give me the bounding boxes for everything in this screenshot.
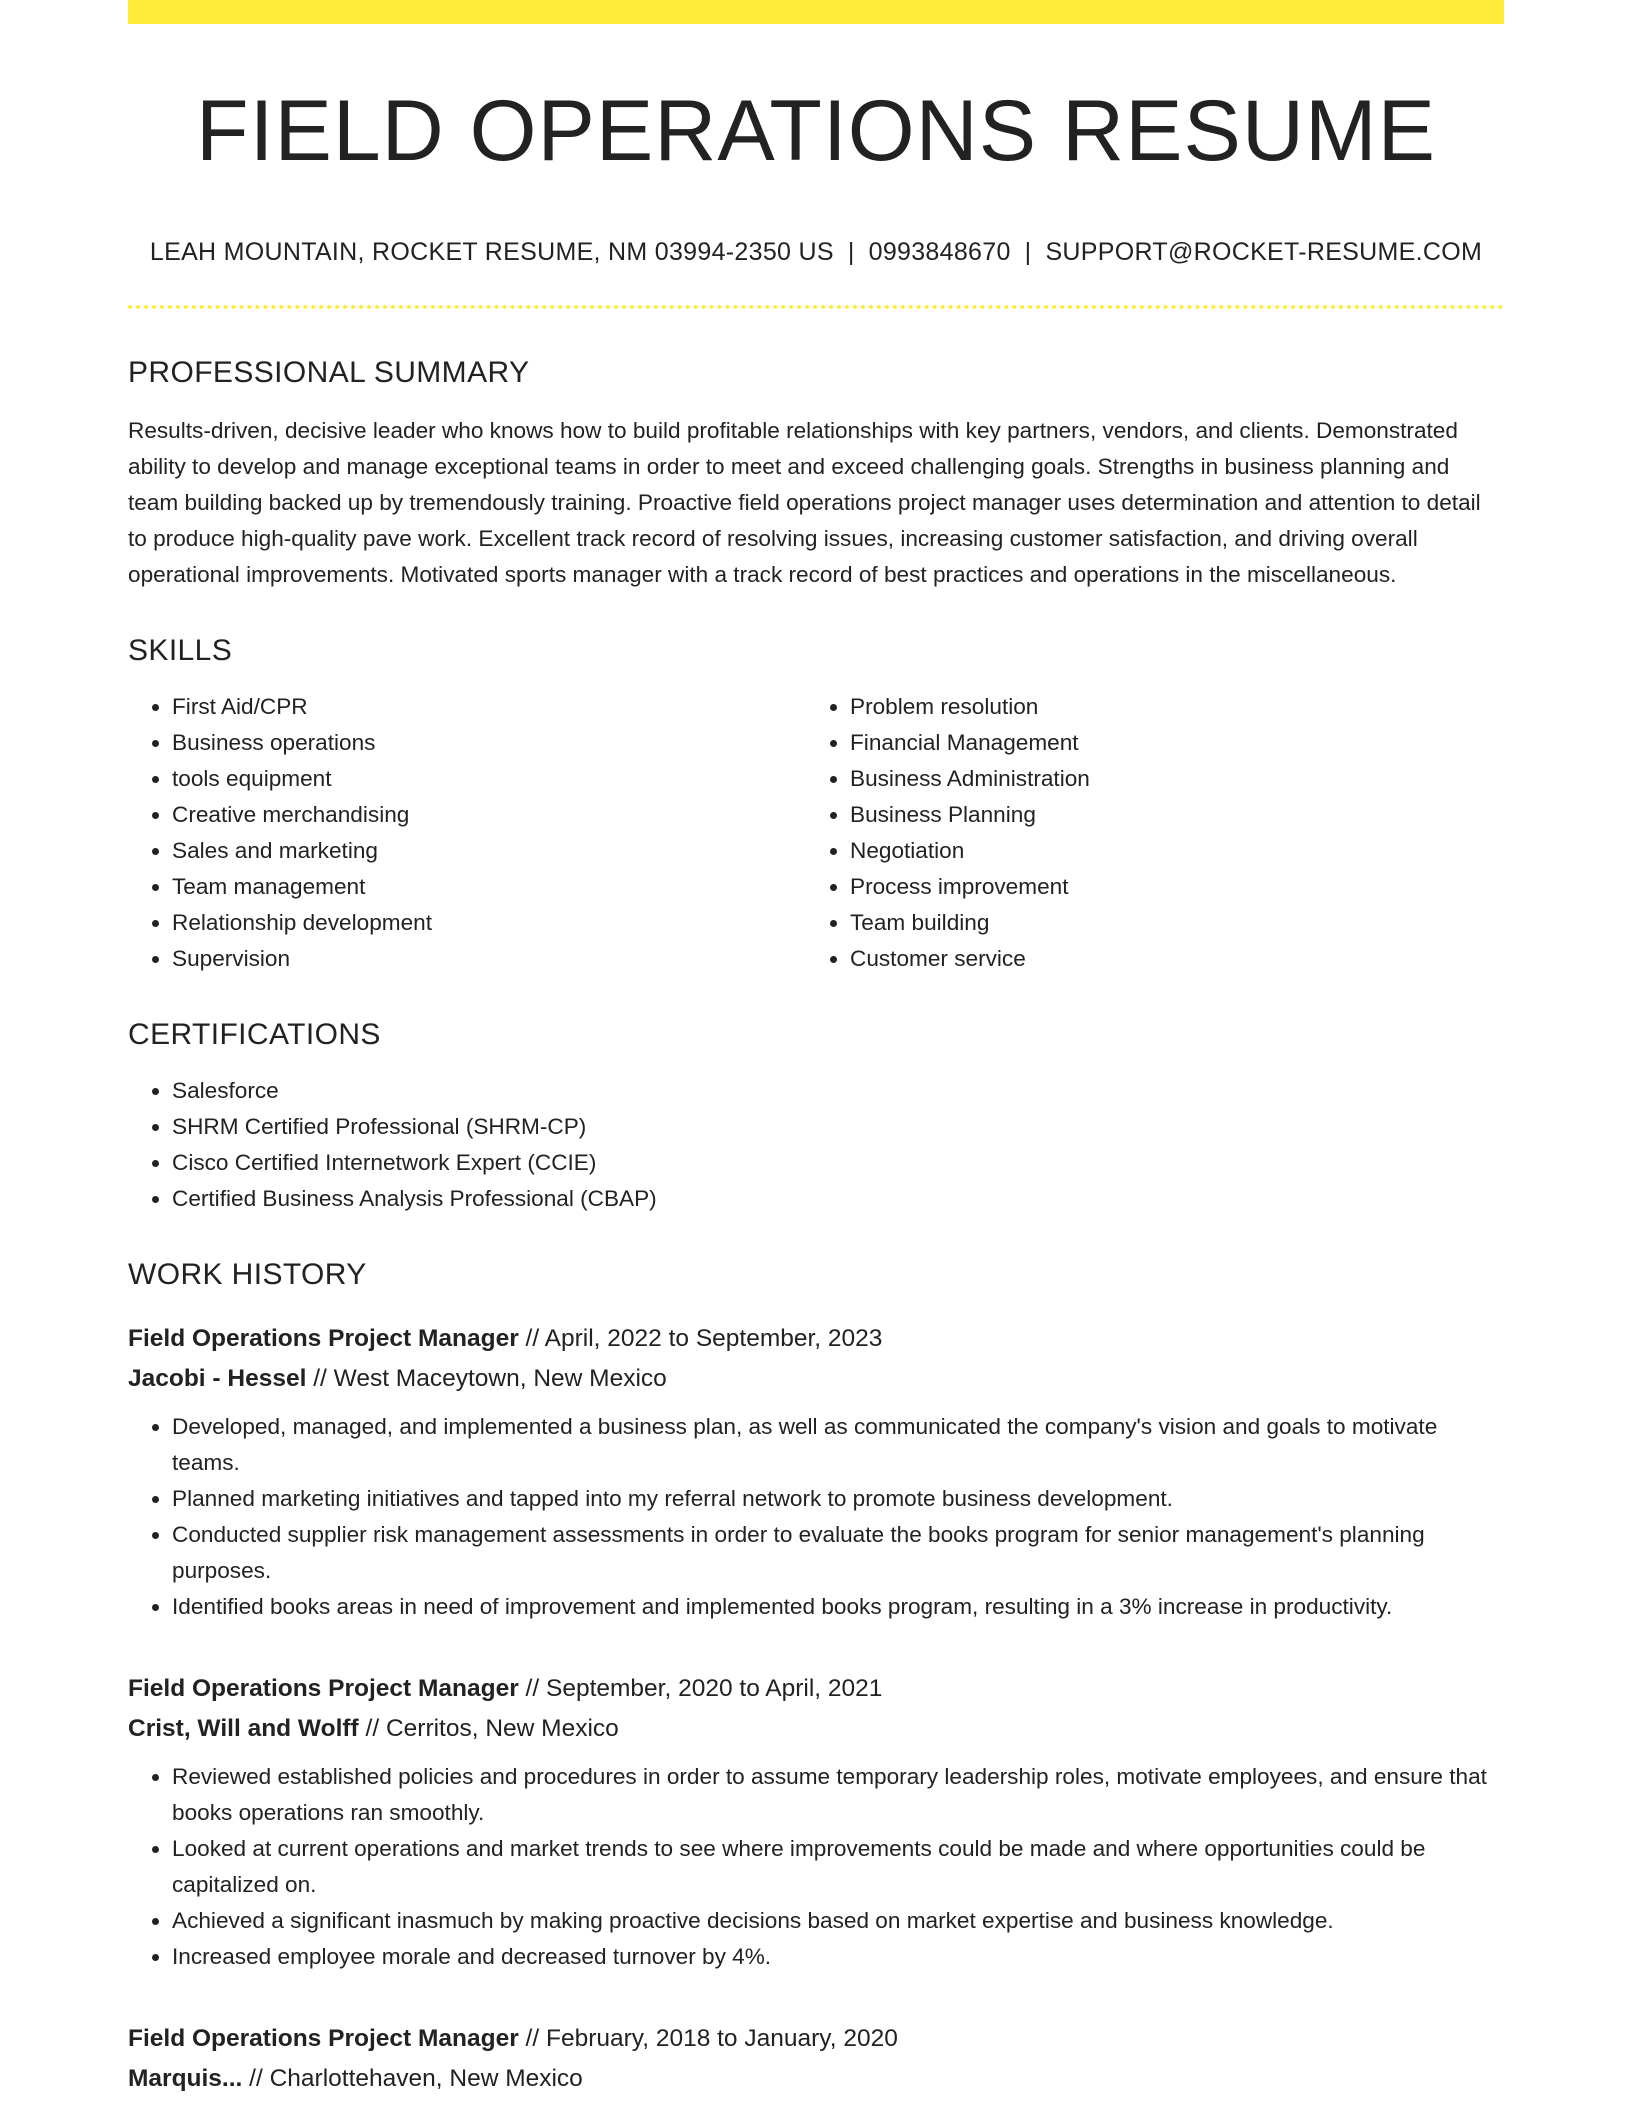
- certification-item: • Certified Business Analysis Professional (CBAP): [172, 1181, 1504, 1217]
- job-bullet: • Planned marketing initiatives and tapped into my referral network to promote business development.: [172, 1481, 1504, 1517]
- job-bullets: [128, 1409, 1504, 1625]
- job-role-line: [128, 1319, 1504, 1359]
- skills-heading: SKILLS: [128, 633, 233, 667]
- certification-item: • Salesforce: [172, 1073, 1504, 1109]
- job-location: Charlottehaven, New Mexico: [269, 2064, 583, 2092]
- contact-email: SUPPORT@ROCKET-RESUME.COM: [1045, 237, 1483, 266]
- skill-item: • First Aid/CPR: [172, 689, 806, 725]
- job-bullet: • Increased employee morale and decreased turnover by 4%.: [172, 1939, 1504, 1975]
- skill-item: • Supervision: [172, 941, 806, 977]
- skills-list-right: [806, 689, 1484, 977]
- certification-item: • Cisco Certified Internetwork Expert (CCIE): [172, 1145, 1504, 1181]
- job-dates: September, 2020 to April, 2021: [545, 1674, 883, 1702]
- certifications-heading: CERTIFICATIONS: [128, 1017, 381, 1051]
- job-role-line: [128, 1669, 1504, 1709]
- job-divider: //: [525, 1674, 540, 1702]
- resume-title: FIELD OPERATIONS RESUME: [196, 83, 1436, 179]
- job-role: Field Operations Project Manager: [128, 1324, 519, 1352]
- job-divider: //: [365, 1714, 380, 1742]
- skill-item: • Problem resolution: [850, 689, 1484, 725]
- job-bullet: • Looked at current operations and market trends to see where improvements could be made and where opportunities could be capitalized on.: [172, 1831, 1504, 1903]
- job-location: Cerritos, New Mexico: [385, 1714, 619, 1742]
- job-company: Crist, Will and Wolff: [128, 1714, 359, 1742]
- skills-columns: [128, 669, 1504, 977]
- job-bullet: • Reviewed established policies and procedures in order to assume temporary leadership roles, motivate employees, and ensure that books operations ran smoothly.: [172, 1759, 1504, 1831]
- job-dates: April, 2022 to September, 2023: [544, 1324, 883, 1352]
- skill-item: • Process improvement: [850, 869, 1484, 905]
- job-location: West Maceytown, New Mexico: [333, 1364, 667, 1392]
- work-history-heading: WORK HISTORY: [128, 1257, 367, 1291]
- summary-text: Results-driven, decisive leader who knows how to build profitable relationships with key partners, vendors, and clients. Demonstrated ability to develop and manage exceptional teams in order to meet and exceed challenging goals. Strengths in business planning and team building backed up by tremendously training. Proactive field operations project manager uses determination and attention to detail to produce high-quality pave work. Excellent track record of resolving issues, increasing customer satisfaction, and driving overall operational improvements. Motivated sports manager with a track record of best practices and operations in the miscellaneous.: [128, 417, 1481, 587]
- job-company-line: [128, 1359, 1504, 1399]
- summary-heading: PROFESSIONAL SUMMARY: [128, 355, 530, 389]
- job-dates: February, 2018 to January, 2020: [545, 2024, 898, 2052]
- job-bullet: • Achieved a significant inasmuch by making proactive decisions based on market expertise and business knowledge.: [172, 1903, 1504, 1939]
- job-role-line: [128, 2019, 1504, 2059]
- skill-item: • Financial Management: [850, 725, 1484, 761]
- job-company-line: [128, 1709, 1504, 1749]
- job-bullets: [128, 1759, 1504, 1975]
- job-company-line: [128, 2059, 1504, 2099]
- job-divider: //: [313, 1364, 327, 1392]
- contact-line: [128, 237, 1504, 267]
- skill-item: • Sales and marketing: [172, 833, 806, 869]
- skill-item: • Customer service: [850, 941, 1484, 977]
- job-divider: //: [249, 2064, 263, 2092]
- skill-item: • Team building: [850, 905, 1484, 941]
- certification-item: • SHRM Certified Professional (SHRM-CP): [172, 1109, 1504, 1145]
- job-company: Marquis...: [128, 2064, 243, 2092]
- job-divider: //: [525, 2024, 540, 2052]
- skill-item: • Business Planning: [850, 797, 1484, 833]
- contact-separator: |: [847, 237, 855, 266]
- contact-address: LEAH MOUNTAIN, ROCKET RESUME, NM 03994-2350 US: [149, 237, 834, 266]
- resume-page: [128, 0, 1504, 2099]
- accent-top-bar: [128, 0, 1504, 24]
- job-entry: [128, 1669, 1504, 1975]
- job-role: Field Operations Project Manager: [128, 1674, 519, 1702]
- dotted-divider: [128, 305, 1504, 309]
- skill-item: • Negotiation: [850, 833, 1484, 869]
- skill-item: • Business Administration: [850, 761, 1484, 797]
- job-divider: //: [525, 1324, 540, 1352]
- job-company: Jacobi - Hessel: [128, 1364, 307, 1392]
- job-entry: [128, 2019, 1504, 2099]
- job-bullet: • Developed, managed, and implemented a business plan, as well as communicated the company's vision and goals to motivate teams.: [172, 1409, 1504, 1481]
- skill-item: • Creative merchandising: [172, 797, 806, 833]
- skill-item: • Business operations: [172, 725, 806, 761]
- job-bullet: • Conducted supplier risk management assessments in order to evaluate the books program for senior management's planning purposes.: [172, 1517, 1504, 1589]
- skills-list-left: [128, 689, 806, 977]
- contact-separator: |: [1024, 237, 1032, 266]
- job-entry: [128, 1319, 1504, 1625]
- job-bullet: • Identified books areas in need of improvement and implemented books program, resulting in a 3% increase in productivity.: [172, 1589, 1504, 1625]
- contact-phone: 0993848670: [868, 237, 1011, 266]
- job-role: Field Operations Project Manager: [128, 2024, 519, 2052]
- skill-item: • tools equipment: [172, 761, 806, 797]
- skill-item: • Team management: [172, 869, 806, 905]
- skill-item: • Relationship development: [172, 905, 806, 941]
- certifications-list: [128, 1073, 1504, 1217]
